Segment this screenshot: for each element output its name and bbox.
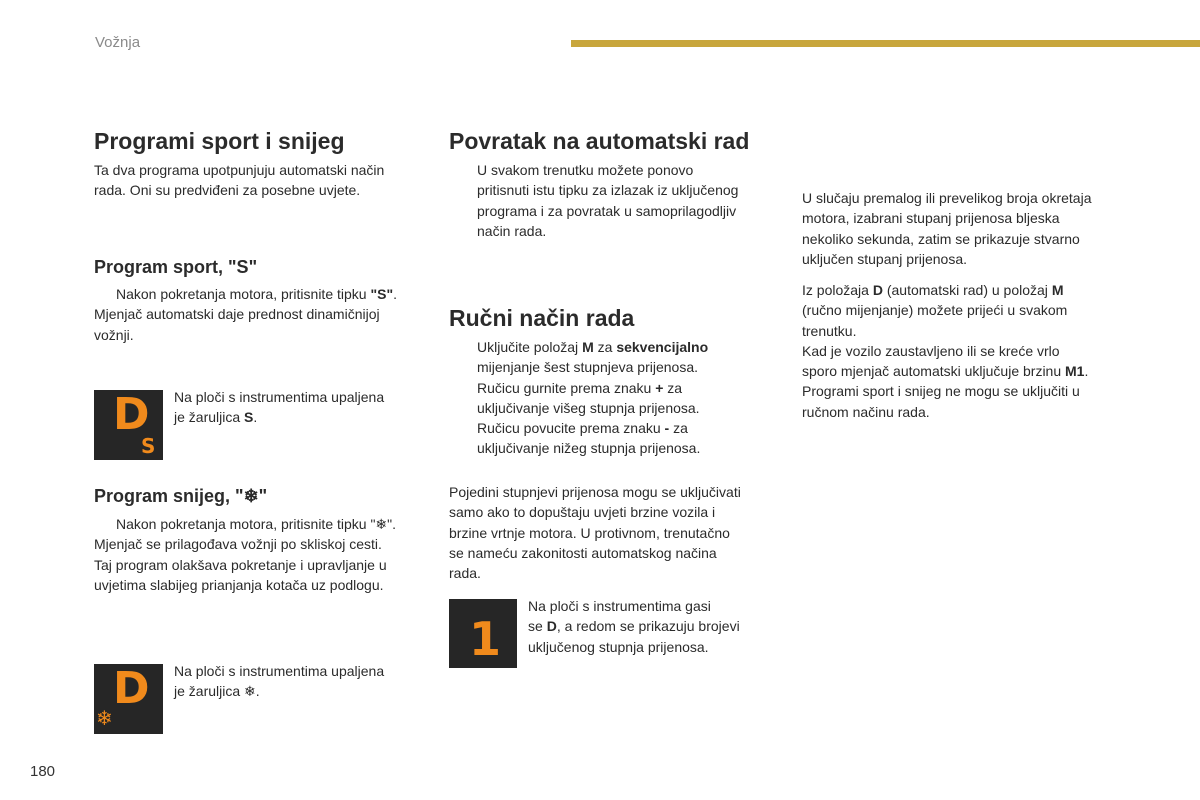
paragraph-text: sporo mjenjač automatski uključuje brzinu xyxy=(802,363,1066,380)
bullet-bold: + xyxy=(655,379,664,396)
paragraph-text: ručnom načinu rada. xyxy=(802,403,930,420)
paragraph-line: U slučaju premalog ili prevelikog broja okretaja xyxy=(802,190,1092,206)
mode-switch-paragraph xyxy=(802,280,1142,422)
intro-line: Ta dva programa upotpunjuju automatski način xyxy=(94,162,385,178)
sport-text: Mjenjač automatski daje prednost dinamičnijoj xyxy=(94,306,380,323)
manual-bullets xyxy=(449,337,779,459)
bullet-text: mijenjanje šest stupnjeva prijenosa. xyxy=(477,359,699,376)
section-title-return-auto: Povratak na automatski rad xyxy=(449,128,750,154)
paragraph-line: se nameću zakonitosti automatskog načina xyxy=(449,544,717,561)
bullet-text: programa i za povratak u samoprilagodljiv xyxy=(477,202,737,219)
paragraph-line: nekoliko sekunda, zatim se prikazuje stvarno xyxy=(802,230,1080,247)
indicator-text: Na ploči s instrumentima gasi xyxy=(528,598,711,614)
section-title-sport-snow: Programi sport i snijeg xyxy=(94,128,345,154)
gear-d-glyph: D xyxy=(113,664,150,714)
paragraph-line: brzine vrtnje motora. U protivnom, trenutačno xyxy=(449,524,730,541)
snow-text: Mjenjač se prilagođava vožnji po skliskoj cesti. xyxy=(94,536,382,553)
heading-snow-program: Program snijeg, "❄" xyxy=(94,486,268,506)
paragraph-text: trenutku. xyxy=(802,322,857,339)
return-bullet xyxy=(449,160,779,241)
list-item xyxy=(449,337,779,378)
bullet-text: za xyxy=(663,379,683,396)
paragraph-bold: D xyxy=(872,282,883,298)
dashboard-d-snow-icon xyxy=(94,664,163,734)
paragraph-text: Programi sport i snijeg ne mogu se uključiti u xyxy=(802,383,1080,400)
rpm-paragraph xyxy=(802,188,1142,269)
sport-paragraph xyxy=(94,284,424,345)
indicator-text: . xyxy=(253,409,258,426)
indicator-letter: S xyxy=(244,409,254,426)
dashboard-d-sport-icon xyxy=(94,390,163,460)
gear-d-glyph: D xyxy=(113,390,150,440)
paragraph-line: samo ako to dopuštaju uvjeti brzine vozila i xyxy=(449,504,716,521)
paragraph-line: motora, izabrani stupanj prijenosa bljeska xyxy=(802,210,1060,227)
sport-text: Nakon pokretanja motora, pritisnite tipku xyxy=(116,286,371,302)
sport-indicator-text xyxy=(174,387,424,428)
snow-indicator-text xyxy=(174,661,424,702)
list-item xyxy=(449,160,779,241)
paragraph-bold: M xyxy=(1051,282,1064,298)
bullet-text: U svakom trenutku možete ponovo xyxy=(477,162,694,178)
indicator-text: je žaruljica ❄. xyxy=(174,683,260,700)
paragraph-bold: M1 xyxy=(1065,363,1085,380)
bullet-text: uključivanje višeg stupnja prijenosa. xyxy=(477,399,700,416)
paragraph-line: rada. xyxy=(449,565,481,582)
snow-text: uvjetima slabijeg prianjanja kotača uz podlogu. xyxy=(94,576,384,593)
indicator-text: Na ploči s instrumentima upaljena xyxy=(174,389,385,405)
bullet-text: Ručicu povucite prema znaku xyxy=(477,420,665,437)
page-number: 180 xyxy=(30,763,56,780)
header-accent-bar xyxy=(571,40,1200,47)
snow-text: Taj program olakšava pokretanje i upravljanje u xyxy=(94,556,387,573)
paragraph-line: Pojedini stupnjevi prijenosa mogu se uključivati xyxy=(449,484,741,500)
paragraph-text: . xyxy=(1084,363,1089,380)
gear-number-glyph: 1 xyxy=(469,612,502,666)
bullet-text: uključivanje nižeg stupnja prijenosa. xyxy=(477,440,701,457)
indicator-text: , a redom se prikazuju brojevi xyxy=(556,618,740,635)
intro-line: rada. Oni su predviđeni za posebne uvjete. xyxy=(94,182,361,199)
section-title-manual: Ručni način rada xyxy=(449,305,635,331)
intro-paragraph xyxy=(94,160,424,201)
paragraph-text: Kad je vozilo zaustavljeno ili se kreće vrlo xyxy=(802,342,1060,359)
indicator-text: Na ploči s instrumentima upaljena xyxy=(174,663,385,679)
sport-s-glyph: S xyxy=(141,434,156,458)
bullet-text: Ručicu gurnite prema znaku xyxy=(477,379,656,396)
bullet-bold: - xyxy=(664,420,670,437)
sport-text: vožnji. xyxy=(94,326,134,343)
indicator-text: uključenog stupnja prijenosa. xyxy=(528,638,709,655)
bullet-text: za xyxy=(593,339,617,355)
bullet-bold: sekvencijalno xyxy=(616,339,709,355)
bullet-bold: M xyxy=(582,339,594,355)
sport-key: "S" xyxy=(370,286,394,302)
sport-text: . xyxy=(393,286,397,302)
bullet-text: za xyxy=(669,420,688,437)
list-item xyxy=(449,378,779,419)
paragraph-text: (automatski rad) u položaj xyxy=(882,282,1052,298)
bullet-text: pritisnuti istu tipku za izlazak iz uključenog xyxy=(477,182,739,199)
indicator-text: se xyxy=(528,618,547,635)
snow-paragraph xyxy=(94,514,424,595)
paragraph-text: (ručno mijenjanje) možete prijeći u svakom xyxy=(802,302,1068,319)
bullet-text: Uključite položaj xyxy=(477,339,583,355)
snowflake-icon: ❄ xyxy=(96,706,113,730)
bullet-text: način rada. xyxy=(477,222,547,239)
gears-paragraph xyxy=(449,482,779,583)
dashboard-gear-1-icon xyxy=(449,599,517,668)
list-item xyxy=(449,418,779,459)
snow-text: Nakon pokretanja motora, pritisnite tipku "❄". xyxy=(116,516,397,532)
paragraph-text: Iz položaja xyxy=(802,282,873,298)
indicator-letter: D xyxy=(546,618,557,635)
indicator-text: je žaruljica xyxy=(174,409,245,426)
section-label: Vožnja xyxy=(95,34,141,51)
heading-sport-program: Program sport, "S" xyxy=(94,257,258,277)
gear-indicator-text xyxy=(528,596,778,657)
paragraph-line: uključen stupanj prijenosa. xyxy=(802,250,967,267)
